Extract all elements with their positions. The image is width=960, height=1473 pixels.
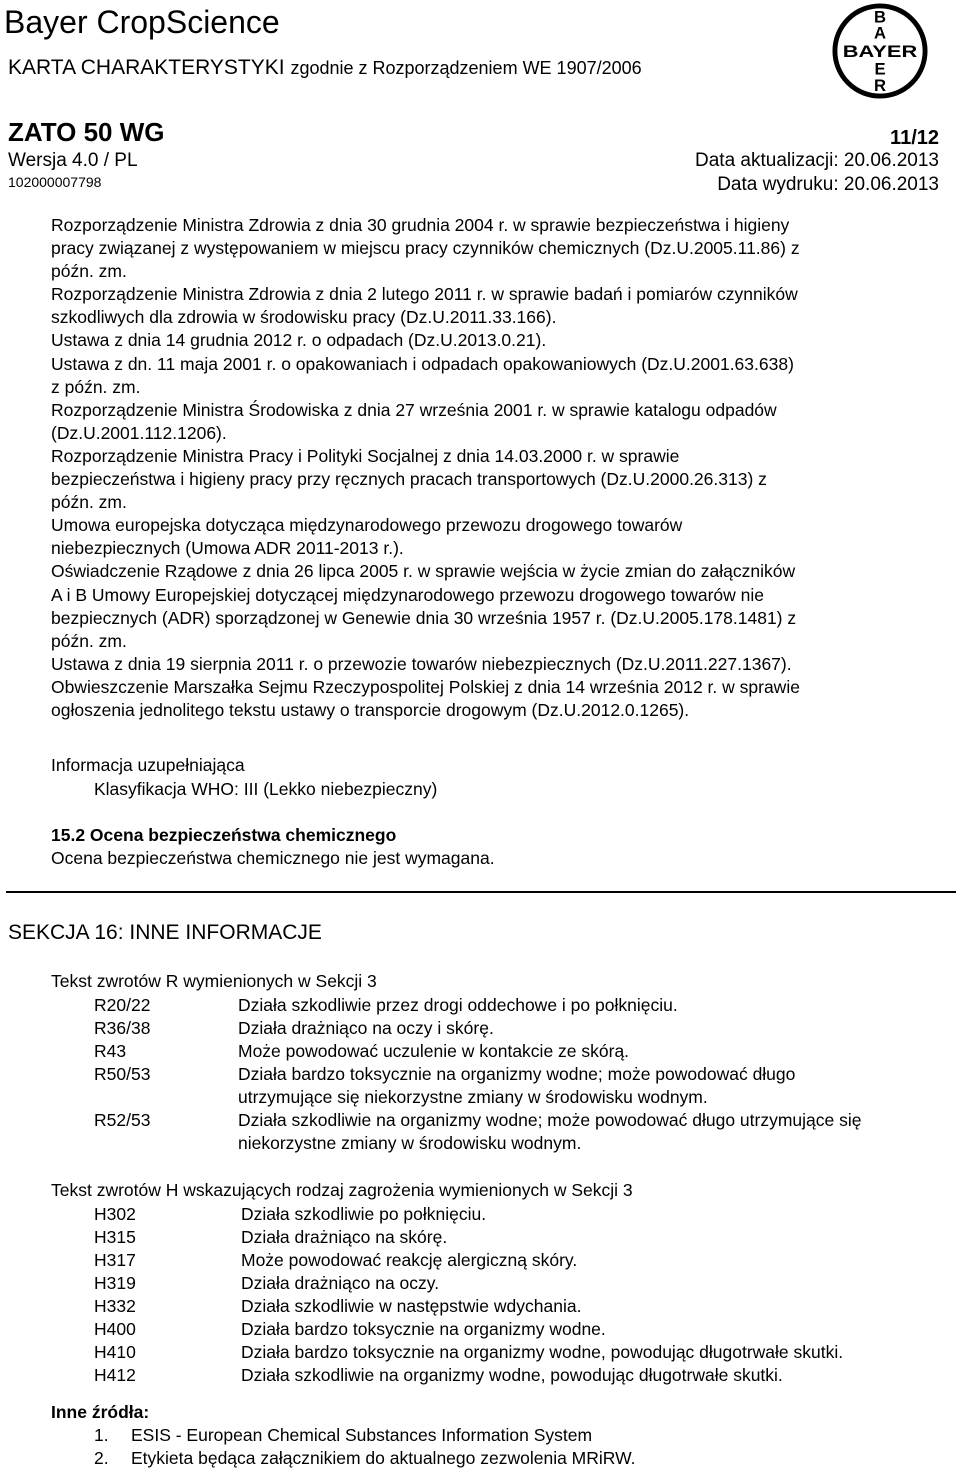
section-15-2-text: Ocena bezpieczeństwa chemicznego nie jest wymagana. bbox=[51, 848, 495, 868]
svg-text:A: A bbox=[873, 23, 887, 43]
page-number: 11/12 bbox=[890, 127, 939, 149]
document-type-title: KARTA CHARAKTERYSTYKI bbox=[8, 56, 285, 79]
h-phrase-text: Działa drażniąco na oczy. bbox=[241, 1273, 440, 1293]
r-phrase-text: Działa szkodliwie na organizmy wodne; może powodować długo utrzymujące się bbox=[238, 1110, 862, 1130]
regulation-line: Rozporządzenie Ministra Zdrowia z dnia 2 lutego 2011 r. w sprawie badań i pomiarów czynników bbox=[51, 284, 798, 305]
h-phrase-text: Działa szkodliwie w następstwie wdychania. bbox=[241, 1296, 582, 1316]
regulation-line: niebezpiecznych (Umowa ADR 2011-2013 r.). bbox=[51, 538, 404, 559]
h-phrase-code: H319 bbox=[94, 1273, 136, 1293]
regulation-line: Obwieszczenie Marszałka Sejmu Rzeczypospolitej Polskiej z dnia 14 września 2012 r. w sprawie bbox=[51, 676, 800, 697]
r-phrase-text: niekorzystne zmiany w środowisku wodnym. bbox=[238, 1133, 582, 1153]
h-phrase-text: Może powodować reakcję alergiczną skóry. bbox=[241, 1250, 578, 1270]
h-phrase-code: H302 bbox=[94, 1204, 136, 1224]
r-phrase-code: R52/53 bbox=[94, 1110, 151, 1130]
h-phrases-heading: Tekst zwrotów H wskazujących rodzaj zagrożenia wymienionych w Sekcji 3 bbox=[51, 1180, 633, 1200]
r-phrase-text: Działa drażniąco na oczy i skórę. bbox=[238, 1018, 494, 1038]
other-sources-heading: Inne źródła: bbox=[51, 1402, 150, 1422]
source-number: 1. bbox=[94, 1425, 109, 1445]
r-phrase-code: R50/53 bbox=[94, 1064, 151, 1084]
regulation-line: Oświadczenie Rządowe z dnia 26 lipca 2005 r. w sprawie wejścia w życie zmian do załączników bbox=[51, 561, 796, 582]
regulation-line: (Dz.U.2001.112.1206). bbox=[51, 422, 227, 443]
regulation-line: późn. zm. bbox=[51, 492, 127, 513]
r-phrase-text: Działa bardzo toksycznie na organizmy wodne; może powodować długo bbox=[238, 1064, 796, 1084]
document-type-suffix: zgodnie z Rozporządzeniem WE 1907/2006 bbox=[290, 58, 642, 78]
source-text: Etykieta będąca załącznikiem do aktualnego zezwolenia MRiRW. bbox=[131, 1448, 636, 1468]
source-number: 2. bbox=[94, 1448, 109, 1468]
h-phrase-text: Działa szkodliwie na organizmy wodne, powodując długotrwałe skutki. bbox=[241, 1365, 783, 1385]
regulation-line: ogłoszenia jednolitego tekstu ustawy o transporcie drogowym (Dz.U.2012.0.1265). bbox=[51, 699, 690, 720]
r-phrase-text: Działa szkodliwie przez drogi oddechowe i po połknięciu. bbox=[238, 995, 678, 1015]
regulation-line: Rozporządzenie Ministra Pracy i Polityki Socjalnej z dnia 14.03.2000 r. w sprawie bbox=[51, 445, 680, 466]
document-number: 102000007798 bbox=[8, 174, 102, 190]
h-phrase-code: H317 bbox=[94, 1250, 136, 1270]
regulation-line: Rozporządzenie Ministra Środowiska z dnia 27 września 2001 r. w sprawie katalogu odpadów bbox=[51, 399, 777, 420]
bayer-logo bbox=[831, 2, 929, 100]
section-15-2-title: 15.2 Ocena bezpieczeństwa chemicznego bbox=[51, 825, 397, 845]
h-phrase-text: Działa bardzo toksycznie na organizmy wodne. bbox=[241, 1319, 606, 1339]
who-classification: Klasyfikacja WHO: III (Lekko niebezpieczny) bbox=[94, 779, 438, 799]
regulation-line: późn. zm. bbox=[51, 261, 127, 282]
regulation-line: Rozporządzenie Ministra Zdrowia z dnia 30 grudnia 2004 r. w sprawie bezpieczeństwa i higieny bbox=[51, 215, 790, 235]
svg-text:R: R bbox=[873, 76, 887, 96]
h-phrase-code: H315 bbox=[94, 1227, 136, 1247]
r-phrase-code: R20/22 bbox=[94, 995, 151, 1015]
regulation-line: szkodliwych dla zdrowia w środowisku pracy (Dz.U.2011.33.166). bbox=[51, 307, 557, 328]
svg-text:E: E bbox=[874, 59, 886, 79]
section-16-title: SEKCJA 16: INNE INFORMACJE bbox=[8, 921, 322, 944]
regulation-line: Ustawa z dnia 19 sierpnia 2011 r. o przewozie towarów niebezpiecznych (Dz.U.2011.227.1367). bbox=[51, 653, 792, 674]
h-phrase-code: H412 bbox=[94, 1365, 136, 1385]
regulation-line: Ustawa z dn. 11 maja 2001 r. o opakowaniach i odpadach opakowaniowych (Dz.U.2001.63.638) bbox=[51, 353, 794, 374]
r-phrases-heading: Tekst zwrotów R wymienionych w Sekcji 3 bbox=[51, 971, 377, 991]
h-phrase-code: H410 bbox=[94, 1342, 136, 1362]
company-name: Bayer CropScience bbox=[4, 4, 280, 40]
regulation-line: Ustawa z dnia 14 grudnia 2012 r. o odpadach (Dz.U.2013.0.21). bbox=[51, 330, 547, 351]
r-phrase-text: Może powodować uczulenie w kontakcie ze skórą. bbox=[238, 1041, 630, 1061]
regulation-line: Umowa europejska dotycząca międzynarodowego przewozu drogowego towarów bbox=[51, 515, 683, 536]
regulation-line: z późn. zm. bbox=[51, 376, 141, 397]
version: Wersja 4.0 / PL bbox=[8, 150, 138, 171]
svg-text:BAYER: BAYER bbox=[842, 41, 918, 61]
r-phrase-text: utrzymujące się niekorzystne zmiany w środowisku wodnym. bbox=[238, 1087, 708, 1107]
h-phrase-code: H332 bbox=[94, 1296, 136, 1316]
regulations-list bbox=[51, 214, 956, 722]
section-divider bbox=[6, 891, 956, 893]
regulation-line: późn. zm. bbox=[51, 630, 127, 651]
regulation-line: bezpiecznych (ADR) sporządzonej w Genewie dnia 30 września 1957 r. (Dz.U.2005.178.1481) z bbox=[51, 607, 797, 628]
update-date: Data aktualizacji: 20.06.2013 bbox=[695, 150, 939, 171]
h-phrase-text: Działa bardzo toksycznie na organizmy wodne, powodując długotrwałe skutki. bbox=[241, 1342, 844, 1362]
h-phrase-text: Działa drażniąco na skórę. bbox=[241, 1227, 448, 1247]
regulation-line: pracy związanej z występowaniem w miejscu pracy czynników chemicznych (Dz.U.2005.11.86) z bbox=[51, 238, 800, 259]
r-phrase-code: R36/38 bbox=[94, 1018, 151, 1038]
source-text: ESIS - European Chemical Substances Information System bbox=[131, 1425, 593, 1445]
print-date: Data wydruku: 20.06.2013 bbox=[717, 174, 939, 195]
regulation-line: bezpieczeństwa i higieny pracy przy ręcznych pracach transportowych (Dz.U.2000.26.313) z bbox=[51, 469, 767, 490]
document-type bbox=[8, 56, 642, 80]
supplementary-heading: Informacja uzupełniająca bbox=[51, 755, 245, 775]
r-phrase-code: R43 bbox=[94, 1041, 127, 1061]
h-phrase-code: H400 bbox=[94, 1319, 136, 1339]
h-phrase-text: Działa szkodliwie po połknięciu. bbox=[241, 1204, 487, 1224]
svg-text:B: B bbox=[873, 7, 887, 27]
regulation-line: A i B Umowy Europejskiej dotyczącej międzynarodowego przewozu drogowego towarów nie bbox=[51, 584, 764, 605]
product-name: ZATO 50 WG bbox=[8, 117, 165, 147]
